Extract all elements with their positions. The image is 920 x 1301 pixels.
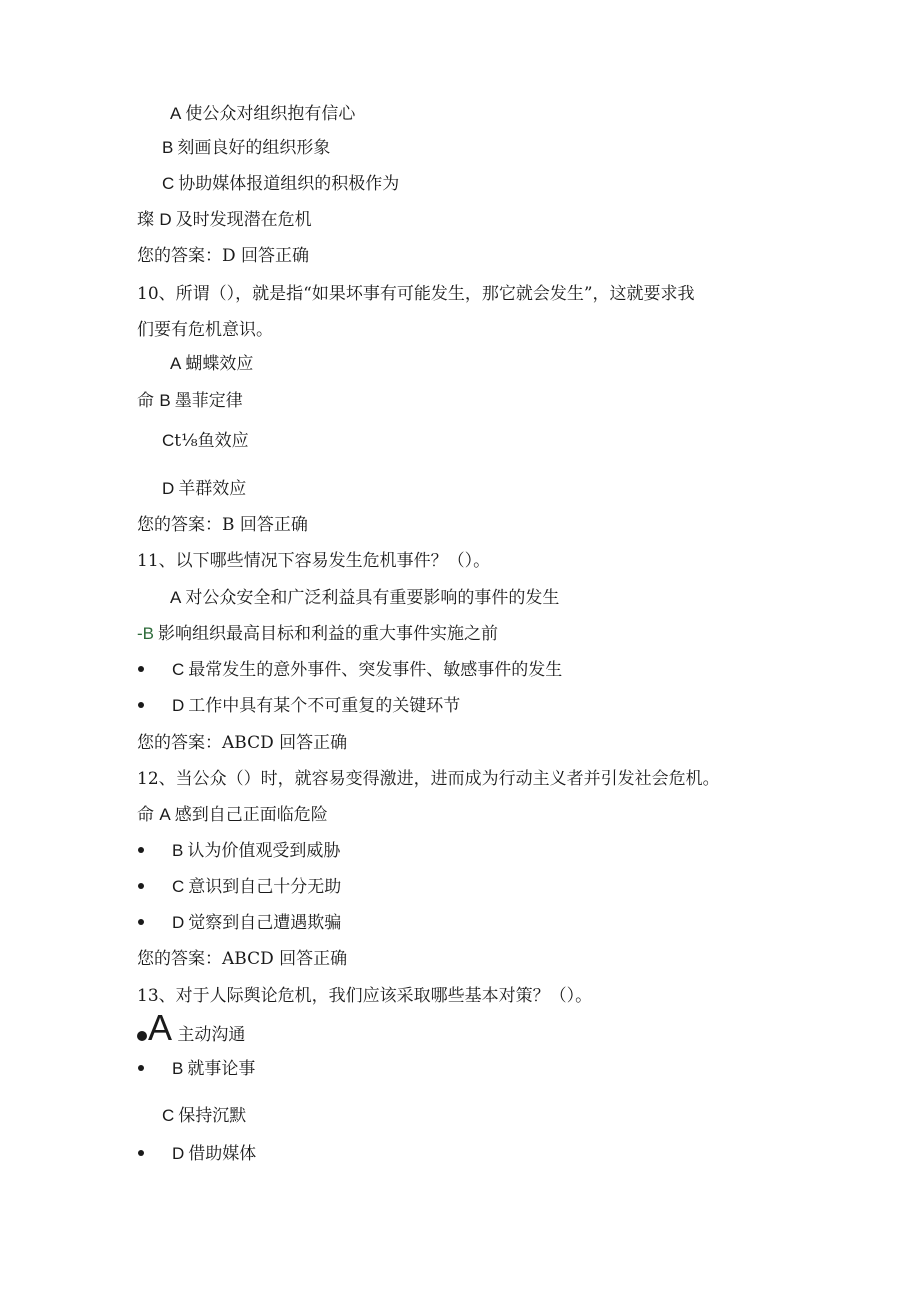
q10-option-c: Ct⅛鱼效应 [162, 431, 249, 451]
q11-option-b: -B 影响组织最高目标和利益的重大事件实施之前 [137, 624, 499, 644]
q12-question: 12、当公众（）时，就容易变得激进，进而成为行动主义者并引发社会危机。 [137, 769, 720, 789]
q11-question: 11、以下哪些情况下容易发生危机事件？（）。 [137, 551, 491, 571]
bullet-icon [138, 702, 144, 708]
q9-answer: 您的答案：D 回答正确 [137, 246, 310, 266]
q9-option-a: A 使公众对组织抱有信心 [170, 104, 356, 124]
q10-option-b: 命 B 墨菲定律 [137, 391, 243, 411]
q11-answer: 您的答案：ABCD 回答正确 [137, 733, 348, 753]
q9-option-c: C 协助媒体报道组织的积极作为 [162, 174, 400, 194]
q9-option-d: 璨 D 及时发现潜在危机 [137, 210, 312, 230]
bullet-icon [138, 1065, 144, 1071]
q10-answer: 您的答案：B 回答正确 [137, 515, 308, 535]
q13-question: 13、对于人际舆论危机，我们应该采取哪些基本对策？（）。 [137, 986, 593, 1006]
bullet-icon [138, 1150, 144, 1156]
bullet-icon [138, 919, 144, 925]
q13-option-b: B 就事论事 [172, 1059, 256, 1079]
bullet-icon [138, 883, 144, 889]
q13-option-c: C 保持沉默 [162, 1106, 247, 1126]
q13-option-a: A 主动沟通 [137, 1010, 245, 1053]
q9-option-b: B 刻画良好的组织形象 [162, 138, 331, 158]
bullet-icon [137, 1031, 147, 1041]
q11-option-c: C 最常发生的意外事件、突发事件、敏感事件的发生 [172, 660, 563, 680]
q10-option-d: D 羊群效应 [162, 479, 247, 499]
q11-option-a: A 对公众安全和广泛利益具有重要影响的事件的发生 [170, 588, 560, 608]
q10-question-line2: 们要有危机意识。 [137, 320, 273, 340]
q12-option-a: 命 A 感到自己正面临危险 [137, 805, 328, 825]
q10-option-a: A 蝴蝶效应 [170, 354, 254, 374]
q10-question-line1: 10、所谓（），就是指“如果坏事有可能发生，那它就会发生”，这就要求我 [137, 284, 695, 304]
bullet-icon [138, 666, 144, 672]
q12-option-b: B 认为价值观受到威胁 [172, 841, 341, 861]
bullet-icon [138, 847, 144, 853]
q11-option-d: D 工作中具有某个不可重复的关键环节 [172, 696, 461, 716]
q13-option-d: D 借助媒体 [172, 1144, 257, 1164]
q12-option-c: C 意识到自己十分无助 [172, 877, 342, 897]
q12-option-d: D 觉察到自己遭遇欺骗 [172, 913, 342, 933]
q12-answer: 您的答案：ABCD 回答正确 [137, 949, 348, 969]
